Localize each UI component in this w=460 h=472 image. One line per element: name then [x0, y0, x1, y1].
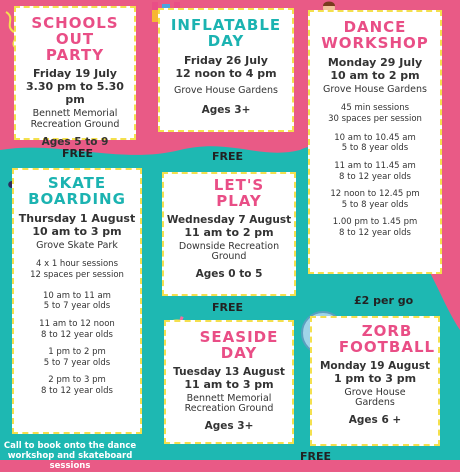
session-ages: 5 to 7 year olds: [43, 357, 111, 368]
event-title: [186, 330, 292, 362]
event-title: [184, 178, 294, 210]
event-notes: [310, 103, 440, 124]
event-venue: Grove House Gardens: [174, 84, 278, 96]
session-ages: 8 to 12 year olds: [339, 171, 411, 182]
session-time: 10 am to 11 am: [43, 290, 111, 301]
event-title-line: DAY: [220, 343, 258, 362]
venue-line: Ground: [211, 251, 247, 263]
price-label-free: FREE: [300, 450, 332, 463]
event-ages: Ages 5 to 9: [41, 136, 109, 149]
event-card-inflatable-day: [158, 8, 294, 132]
session-item: [310, 189, 440, 210]
session-time: 10 am to 10.45 am: [334, 132, 416, 143]
event-title-line: DAY: [207, 31, 245, 50]
event-title-line: SKATE: [47, 174, 107, 192]
event-card-zorb-football: [310, 316, 440, 446]
event-title: [336, 324, 438, 356]
price-label-free: FREE: [212, 301, 244, 314]
session-ages: 8 to 12 year olds: [339, 228, 411, 239]
event-ages: Ages 3+: [201, 104, 251, 117]
session-ages: 5 to 8 year olds: [341, 199, 409, 210]
event-time: 1 pm to 3 pm: [333, 371, 417, 385]
event-venue: [16, 109, 134, 131]
event-title-line: PLAY: [216, 191, 262, 210]
event-title-line: BOARDING: [28, 189, 126, 208]
session-ages: 5 to 8 year olds: [341, 143, 409, 154]
event-time: 10 am to 3 pm: [32, 224, 122, 238]
session-item: [310, 217, 440, 238]
note-line: 4 x 1 hour sessions: [35, 259, 119, 270]
event-title-line: SCHOOLS OUT: [31, 14, 119, 48]
venue-line: Downside Recreation: [178, 240, 280, 252]
event-card-dance-workshop: [308, 10, 442, 274]
event-title-line: PARTY: [45, 45, 105, 64]
event-card-schools-out-party: [14, 6, 136, 149]
session-ages: 8 to 12 year olds: [41, 386, 113, 397]
event-title-line: DANCE: [343, 18, 407, 36]
session-item: [14, 347, 140, 368]
venue-line: Recreation Ground: [30, 119, 120, 131]
event-date: Monday 19 August: [319, 359, 431, 372]
session-ages: 8 to 12 year olds: [41, 329, 113, 340]
event-venue: Grove Skate Park: [36, 239, 118, 251]
note-line: 30 spaces per session: [328, 114, 422, 125]
session-item: [310, 161, 440, 182]
event-time: 10 am to 2 pm: [330, 68, 420, 82]
booking-note: [0, 441, 140, 472]
event-time: 3.30 pm to 5.30 pm: [26, 80, 124, 107]
session-item: [310, 133, 440, 154]
event-title-line: ZORB: [361, 322, 413, 340]
event-title: [14, 176, 140, 208]
event-venue: [166, 394, 292, 416]
price-label-zorb: £2 per go: [354, 294, 414, 307]
event-venue: Grove House Gardens: [323, 83, 427, 95]
price-label-free: FREE: [62, 147, 94, 160]
booking-note-line: workshop and skateboard sessions: [7, 451, 133, 472]
event-date: Wednesday 7 August: [166, 213, 292, 226]
event-date: Tuesday 13 August: [173, 365, 285, 378]
session-ages: 5 to 7 year olds: [43, 301, 111, 312]
booking-note-line: Call to book onto the dance: [3, 441, 137, 451]
note-line: 12 spaces per session: [30, 270, 124, 281]
venue-line: Grove House: [344, 386, 406, 398]
price-label-free: FREE: [212, 150, 244, 163]
session-time: 1 pm to 2 pm: [48, 347, 106, 358]
session-time: 11 am to 12 noon: [39, 318, 115, 329]
event-card-seaside-day: [164, 320, 294, 444]
event-title-line: WORKSHOP: [321, 33, 429, 52]
event-ages: Ages 6 +: [348, 414, 402, 427]
event-title-line: SEASIDE: [199, 328, 279, 346]
event-title: [160, 18, 292, 50]
event-venue: [164, 242, 294, 264]
event-date: Monday 29 July: [327, 55, 423, 69]
event-title: [16, 16, 134, 63]
event-date: Thursday 1 August: [18, 211, 136, 225]
note-line: 45 min sessions: [340, 103, 410, 114]
event-notes: [14, 259, 140, 280]
session-time: 11 am to 11.45 am: [334, 160, 416, 171]
event-title-line: FOOTBALL: [338, 337, 436, 356]
event-card-lets-play: [162, 172, 296, 296]
event-time: 11 am to 3 pm: [184, 377, 274, 391]
event-title-line: INFLATABLE: [170, 16, 282, 34]
venue-line: Recreation Ground: [184, 403, 274, 415]
session-time: 2 pm to 3 pm: [48, 375, 106, 386]
event-time: 11 am to 2 pm: [184, 225, 274, 239]
event-card-skate-boarding: [12, 168, 142, 434]
session-list: [14, 291, 140, 397]
session-list: [310, 133, 440, 239]
session-item: [14, 291, 140, 312]
venue-line: Bennett Memorial: [186, 392, 272, 404]
session-time: 12 noon to 12.45 pm: [330, 189, 420, 200]
venue-line: Bennett Memorial: [32, 108, 118, 120]
event-venue: [312, 388, 438, 410]
event-ages: Ages 0 to 5: [195, 268, 263, 281]
event-date: Friday 19 July: [33, 67, 117, 81]
event-date: Friday 26 July: [184, 53, 268, 67]
session-item: [14, 319, 140, 340]
session-item: [14, 375, 140, 396]
venue-line: Gardens: [355, 397, 395, 409]
event-title: [310, 20, 440, 52]
event-ages: Ages 3+: [204, 420, 254, 433]
event-time: 12 noon to 4 pm: [175, 66, 277, 80]
session-time: 1.00 pm to 1.45 pm: [332, 217, 418, 228]
event-title-line: LET'S: [213, 176, 265, 194]
